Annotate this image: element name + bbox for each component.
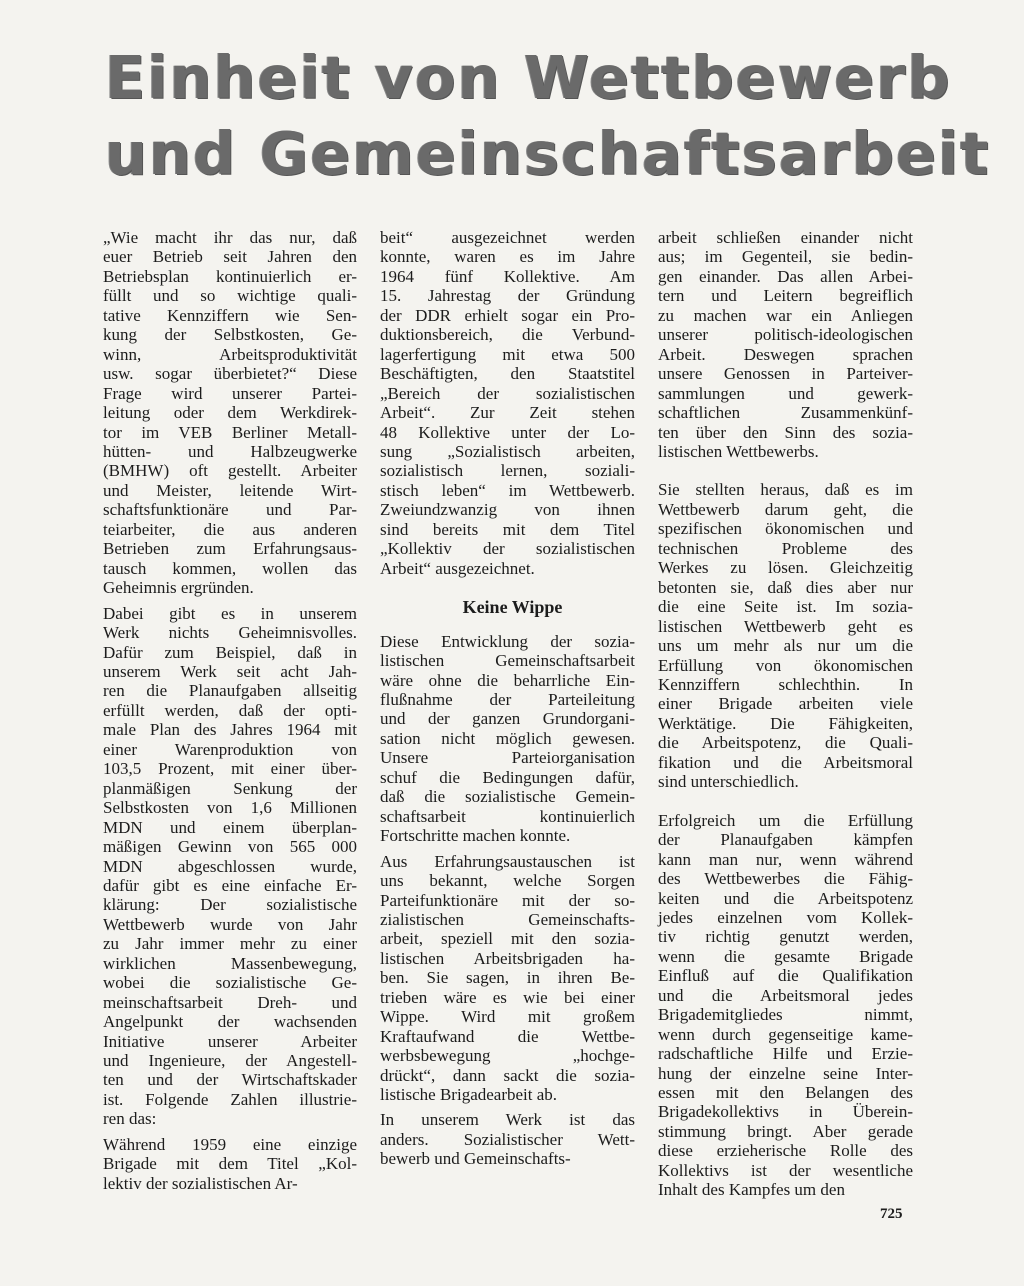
text-line: die Arbeitspotenz, die Quali-: [658, 733, 913, 753]
text-line: mäßigen Gewinn von 565 000: [103, 837, 357, 857]
text-line: Arbeit. Deswegen sprachen: [658, 344, 913, 364]
text-line: Inhalt des Kampfes um den: [658, 1180, 845, 1200]
text-line: keiten und die Arbeitspotenz: [658, 888, 913, 908]
text-line: wobei die sozialistische Ge-: [103, 973, 357, 993]
paragraph: [658, 480, 913, 791]
text-line: Während 1959 eine einzige: [103, 1134, 357, 1154]
text-line: Werk nichts Geheimnisvolles.: [103, 623, 357, 643]
paragraph: [380, 632, 635, 846]
text-line: flußnahme der Parteileitung: [380, 689, 635, 709]
text-line: unsere Genossen in Parteiver-: [658, 364, 913, 384]
text-line: teiarbeiter, die aus anderen: [103, 519, 357, 539]
text-line: stimmung bringt. Aber gerade: [658, 1121, 913, 1141]
text-line: Unsere Parteiorganisation: [380, 748, 635, 768]
text-line: listischen Arbeitsbrigaden ha-: [380, 948, 635, 968]
section-heading: Keine Wippe: [462, 597, 563, 618]
text-line: Arbeit“. Zur Zeit stehen: [380, 403, 635, 423]
text-line: anders. Sozialistischer Wett-: [380, 1129, 635, 1149]
text-line: male Plan des Jahres 1964 mit: [103, 720, 357, 740]
text-line: stisch leben“ im Wettbewerb.: [380, 480, 635, 500]
text-line: schaftlichen Zusammenkünf-: [658, 403, 913, 423]
text-line: Geheimnis ergründen.: [103, 578, 254, 598]
text-line: tern und Leitern begreiflich: [658, 286, 913, 306]
text-line: sation nicht möglich gewesen.: [380, 728, 635, 748]
text-line: Betrieben zum Erfahrungsaus-: [103, 539, 357, 559]
text-line: Parteifunktionäre mit der so-: [380, 890, 635, 910]
text-line: erfüllt werden, daß der opti-: [103, 700, 357, 720]
text-line: „Wie macht ihr das nur, daß: [103, 228, 357, 247]
text-line: Arbeit“ ausgezeichnet.: [380, 558, 535, 578]
text-line: duktionsbereich, die Verbund-: [380, 325, 635, 345]
text-line: und Meister, leitende Wirt-: [103, 480, 357, 500]
text-line: trieben wäre es wie bei einer: [380, 987, 635, 1007]
text-line: Erfüllung von ökonomischen: [658, 655, 913, 675]
text-line: Einfluß auf die Qualifikation: [658, 966, 913, 986]
text-line: Diese Entwicklung der sozia-: [380, 631, 635, 651]
text-line: sozialistisch lernen, soziali-: [380, 461, 635, 481]
text-line: Frage wird unserer Partei-: [103, 383, 357, 403]
text-line: ben. Sie sagen, in ihren Be-: [380, 968, 635, 988]
text-line: einer Brigade arbeiten viele: [658, 694, 913, 714]
text-line: kann man nur, wenn während: [658, 849, 913, 869]
text-line: Werktätige. Die Fähigkeiten,: [658, 713, 913, 733]
text-line: 48 Kollektive unter der Lo-: [380, 422, 635, 442]
text-line: jedes einzelnen vom Kollek-: [658, 907, 913, 927]
text-line: Brigade mit dem Titel „Kol-: [103, 1154, 357, 1174]
text-line: unserem Werk seit acht Jah-: [103, 661, 357, 681]
text-line: winn, Arbeitsproduktivität: [103, 344, 357, 364]
text-line: listische Brigadearbeit ab.: [380, 1085, 558, 1105]
text-line: technischen Probleme des: [658, 538, 913, 558]
text-line: drückt“, dann sackt die sozia-: [380, 1065, 635, 1085]
text-line: leitung oder dem Werkdirek-: [103, 403, 357, 423]
text-line: ren die Planaufgaben allseitig: [103, 681, 357, 701]
text-line: und der ganzen Grundorgani-: [380, 709, 635, 729]
text-line: Angelpunkt der wachsenden: [103, 1012, 357, 1032]
text-line: tiv richtig genutzt werden,: [658, 927, 913, 947]
text-line: listischen Wettbewerb geht es: [658, 616, 913, 636]
text-line: zu Jahr immer mehr zu einer: [103, 934, 357, 954]
text-line: klärung: Der sozialistische: [103, 895, 357, 915]
paragraph: [658, 811, 913, 1200]
text-line: 103,5 Prozent, mit einer über-: [103, 759, 357, 779]
column-3: [658, 228, 913, 1206]
paragraph: [658, 228, 913, 461]
text-line: schuf die Bedingungen dafür,: [380, 767, 635, 787]
text-line: Brigadekollektivs in Überein-: [658, 1102, 913, 1122]
column-1: [103, 228, 357, 1199]
text-line: sind bereits mit dem Titel: [380, 519, 635, 539]
text-line: spezifischen ökonomischen und: [658, 519, 913, 539]
text-line: und Ingenieure, der Angestell-: [103, 1051, 357, 1071]
text-line: wenn durch gegenseitige kame-: [658, 1024, 913, 1044]
text-line: „Kollektiv der sozialistischen: [380, 539, 635, 559]
text-line: wäre ohne die beharrliche Ein-: [380, 670, 635, 690]
text-line: Erfolgreich um die Erfüllung: [658, 810, 913, 830]
text-line: usw. sogar überbietet?“ Diese: [103, 364, 357, 384]
text-line: diese erzieherische Rolle des: [658, 1141, 913, 1161]
paragraph: [103, 604, 357, 1129]
text-line: des Wettbewerbes die Fähig-: [658, 869, 913, 889]
text-line: planmäßigen Senkung der: [103, 778, 357, 798]
text-line: zialistischen Gemeinschafts-: [380, 909, 635, 929]
text-line: Kollektivs ist der wesentliche: [658, 1160, 913, 1180]
paragraph: [380, 228, 635, 578]
text-line: hung der einzelne seine Inter-: [658, 1063, 913, 1083]
text-line: Werkes zu lösen. Gleichzeitig: [658, 558, 913, 578]
text-line: arbeit schließen einander nicht: [658, 228, 913, 247]
text-line: betonten sie, daß dies aber nur: [658, 577, 913, 597]
text-line: tausch kommen, wollen das: [103, 558, 357, 578]
text-line: 1964 fünf Kollektive. Am: [380, 266, 635, 286]
paragraph: [103, 1135, 357, 1193]
text-line: kung der Selbstkosten, Ge-: [103, 325, 357, 345]
text-line: sind unterschiedlich.: [658, 772, 799, 792]
text-line: die eine Seite ist. Im sozia-: [658, 597, 913, 617]
text-line: und die Arbeitsmoral jedes: [658, 985, 913, 1005]
text-line: zu machen war ein Anliegen: [658, 305, 913, 325]
text-line: uns um mehr als nur um die: [658, 636, 913, 656]
text-line: daß die sozialistische Gemein-: [380, 787, 635, 807]
text-line: MDN abgeschlossen wurde,: [103, 856, 357, 876]
article-title: [105, 40, 991, 192]
text-line: sung „Sozialistisch arbeiten,: [380, 441, 635, 461]
text-line: Brigademitgliedes nimmt,: [658, 1005, 913, 1025]
text-line: meinschaftsarbeit Dreh- und: [103, 992, 357, 1012]
text-line: MDN und einem überplan-: [103, 817, 357, 837]
text-line: ren das:: [103, 1109, 157, 1129]
text-line: wirklichen Massenbewegung,: [103, 953, 357, 973]
text-line: hütten- und Halbzeugwerke: [103, 441, 357, 461]
text-line: Dabei gibt es in unserem: [103, 603, 357, 623]
text-line: werbsbewegung „hochge-: [380, 1046, 635, 1066]
paragraph: [103, 228, 357, 598]
text-line: lektiv der sozialistischen Ar-: [103, 1173, 298, 1193]
text-line: fikation und die Arbeitsmoral: [658, 752, 913, 772]
text-line: Betriebsplan kontinuierlich er-: [103, 266, 357, 286]
text-line: Wettbewerb wurde von Jahr: [103, 914, 357, 934]
text-line: Aus Erfahrungsaustauschen ist: [380, 851, 635, 871]
text-line: beit“ ausgezeichnet werden: [380, 228, 635, 247]
text-line: Zweiundzwanzig von ihnen: [380, 500, 635, 520]
text-line: Fortschritte machen konnte.: [380, 826, 571, 846]
text-line: Wippe. Wird mit großem: [380, 1007, 635, 1027]
text-line: einer Warenproduktion von: [103, 739, 357, 759]
text-line: Sie stellten heraus, daß es im: [658, 480, 913, 500]
text-line: uns bekannt, welche Sorgen: [380, 871, 635, 891]
text-line: euer Betrieb seit Jahren den: [103, 247, 357, 267]
text-line: dafür gibt es eine einfache Er-: [103, 875, 357, 895]
text-line: tor im VEB Berliner Metall-: [103, 422, 357, 442]
paragraph: [380, 852, 635, 1105]
column-2: [380, 228, 635, 1175]
text-line: bewerb und Gemeinschafts-: [380, 1149, 571, 1169]
text-line: der DDR erhielt sogar ein Pro-: [380, 305, 635, 325]
page-number: 725: [880, 1206, 903, 1222]
title-line-2: und Gemeinschaftsarbeit: [105, 119, 991, 188]
text-line: Beschäftigten, den Staatstitel: [380, 364, 635, 384]
paragraph: [380, 1110, 635, 1168]
text-line: sammlungen und gewerk-: [658, 383, 913, 403]
text-line: schaftsarbeit kontinuierlich: [380, 806, 635, 826]
text-line: In unserem Werk ist das: [380, 1110, 635, 1130]
text-line: schaftsfunktionäre und Par-: [103, 500, 357, 520]
text-line: wenn die gesamte Brigade: [658, 946, 913, 966]
text-line: radschaftliche Hilfe und Erzie-: [658, 1044, 913, 1064]
text-line: Initiative unserer Arbeiter: [103, 1031, 357, 1051]
text-line: Wettbewerb darum geht, die: [658, 499, 913, 519]
text-line: „Bereich der sozialistischen: [380, 383, 635, 403]
text-line: ten über den Sinn des sozia-: [658, 422, 913, 442]
text-line: listischen Gemeinschaftsarbeit: [380, 651, 635, 671]
text-line: konnte, waren es im Jahre: [380, 247, 635, 267]
text-line: Kraftaufwand die Wettbe-: [380, 1026, 635, 1046]
text-line: (BMHW) oft gestellt. Arbeiter: [103, 461, 357, 481]
text-line: füllt und so wichtige quali-: [103, 286, 357, 306]
text-line: Dafür zum Beispiel, daß in: [103, 642, 357, 662]
text-line: ist. Folgende Zahlen illustrie-: [103, 1089, 357, 1109]
text-line: aus; im Gegenteil, sie bedin-: [658, 247, 913, 267]
text-line: unserer politisch-ideologischen: [658, 325, 913, 345]
text-line: gen einander. Das allen Arbei-: [658, 266, 913, 286]
text-line: tative Kennziffern wie Sen-: [103, 305, 357, 325]
text-line: Kennziffern schlechthin. In: [658, 674, 913, 694]
text-line: ten und der Wirtschaftskader: [103, 1070, 357, 1090]
text-line: lagerfertigung mit etwa 500: [380, 344, 635, 364]
text-line: essen mit den Belangen des: [658, 1083, 913, 1103]
text-line: Selbstkosten von 1,6 Millionen: [103, 798, 357, 818]
title-line-1: Einheit von Wettbewerb: [105, 43, 952, 112]
text-line: listischen Wettbewerbs.: [658, 441, 819, 461]
text-line: der Planaufgaben kämpfen: [658, 830, 913, 850]
text-line: 15. Jahrestag der Gründung: [380, 286, 635, 306]
text-line: arbeit, speziell mit den sozia-: [380, 929, 635, 949]
